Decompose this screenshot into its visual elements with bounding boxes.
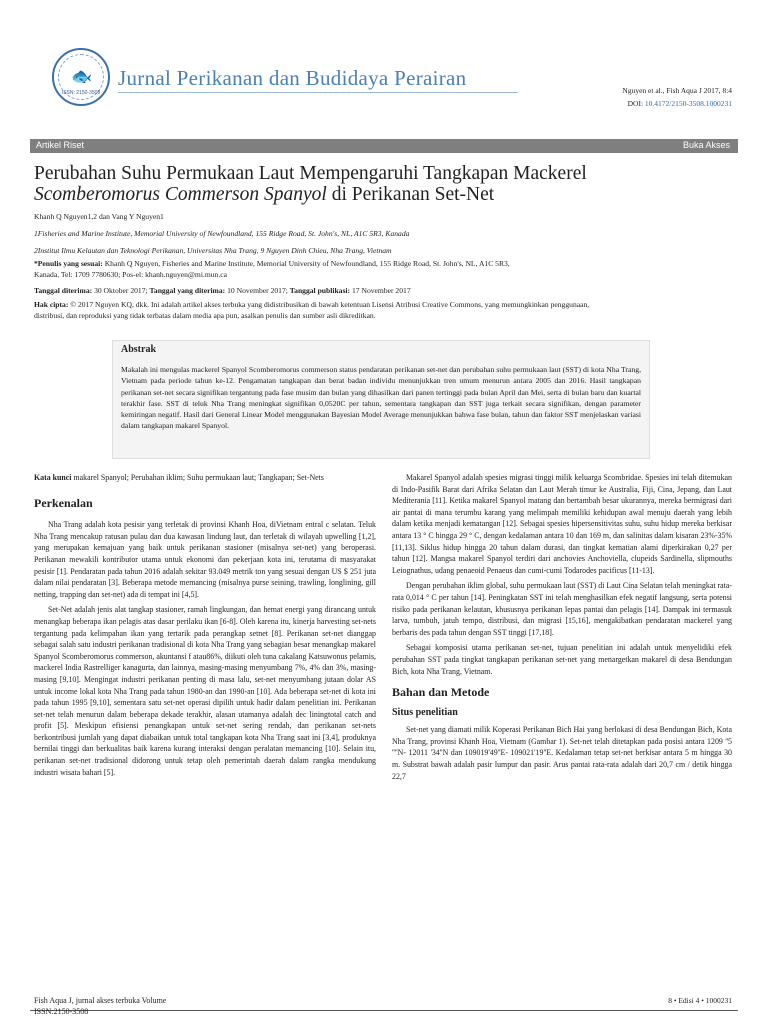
- right-column: [392, 472, 732, 786]
- affiliation-2: 2Institut Ilmu Kelautan dan Teknologi Perikanan, Universitas Nha Trang, 9 Nguyen Dinh Chieu, Nha Trang, Vietnam: [34, 246, 392, 255]
- intro-heading: Perkenalan: [34, 495, 93, 510]
- doi-label: DOI:: [627, 99, 644, 108]
- article-type: Artikel Riset: [36, 140, 85, 150]
- corresponding-author: [34, 259, 734, 270]
- corresponding-text: Khanh Q Nguyen, Fisheries and Marine Institute, Memorial University of Newfoundland, 155 Ridge Road, St. John's, NL, A1C 5R3,: [104, 259, 510, 268]
- title-divider: [118, 92, 518, 93]
- corresponding-label: *Penulis yang sesuai:: [34, 259, 103, 268]
- abstract-body: Makalah ini mengulas mackerel Spanyol Scomberomorus commerson status pendaratan perikanan set-net dan perubahan suhu permukaan laut (SST) di kota Nha Trang, Vietnam pada periode tahun ke-12. Pengamatan tangkapan dan berat badan individu menunjukkan tren umum menurun antara 2005 dan 2016. Hasil tangkapan perikanan set-net secara signifikan tergantung pada fase musim dan bulan yang dihasilkan dari panen tertinggi pada bulan April dan Mei, serta di bulan baru dan kuartal terakhir fase. SST di teluk Nha Trang meningkat signifikan 0,0520C per tahun, sementara tangkapan dan SST juga terkait secara signifikan, dengan parameter kemiringan negatif. Hasil dari General Linear Model menggunakan Bayesian Model Average menunjukkan bahwa fase bulan, tahun dan faktor SST menjelaskan variasi dalam tangkapan makarel Spanyol.: [121, 365, 641, 431]
- paper-title: [34, 163, 734, 205]
- intro-paragraph-5: Sebagai komposisi utama perikanan set-net, tujuan penelitian ini adalah untuk menyelidiki efek perubahan SST pada tingkat tangkapan perikanan set-net yang menargetkan makarel di desa Bendungan Bich, kota Nha Trang, Vietnam.: [392, 643, 732, 676]
- logo-issn: ISSN: 2150-3508: [61, 90, 101, 96]
- open-access-badge: Buka Akses: [682, 140, 730, 150]
- journal-title: Jurnal Perikanan dan Budidaya Perairan: [118, 66, 467, 90]
- title-line-1: Perubahan Suhu Permukaan Laut Mempengaruhi Tangkapan Mackerel: [34, 163, 587, 184]
- citation: Nguyen et al., Fish Aqua J 2017, 8:4: [622, 86, 732, 95]
- title-species: Scomberomorus Commerson Spanyol: [34, 184, 327, 205]
- dates: [34, 286, 734, 297]
- abstract-box: [112, 340, 650, 459]
- title-line-2: di Perikanan Set-Net: [331, 184, 495, 205]
- fish-icon: 🐟: [71, 67, 93, 87]
- methods-paragraph-1: Set-net yang diamati milik Koperasi Perikanan Bich Hai yang berlokasi di desa Bendungan Bich, Kota Nha Trang, provinsi Khanh Hoa, Vietnam (Gambar 1). Set-net telah ditetapkan pada posisi antara 1209 ''5 ''''N- 12011 '34''N dan 109019'49''E- 109021'19''E. Kedalaman tetap set-net berkisar antara 5 m hingga 30 m. Substrat bawah adalah pasir lumpur dan pasir. Arus pantai rata-rata adalah dari 20,7 cm / detik hingga 22,7: [392, 725, 732, 781]
- methods-heading: Bahan dan Metode: [392, 685, 490, 700]
- published-date: 17 November 2017: [351, 286, 411, 295]
- copyright: [34, 300, 734, 311]
- keywords-text: makarel Spanyol; Perubahan iklim; Suhu permukaan laut; Tangkapan; Set-Nets: [73, 473, 324, 482]
- footer-divider: [30, 1010, 738, 1011]
- intro-paragraph-4: Dengan perubahan iklim global, suhu permukaan laut (SST) di Laut Cina Selatan telah meningkat rata-rata 0,014 ° C per tahun [14]. Peningkatan SST ini telah menghasilkan efek negatif langsung, serta potensi risiko pada perikanan kelautan, khususnya perikanan lepas pantai dan pelagis [14]. Dampak ini termasuk larva, tumbuh, jatuh tempo, distribusi, dan migrasi [15,16], mengakibatkan pendaratan mackerel yang berbaris des pada tahun dengan SST tinggi [17,18].: [392, 581, 732, 637]
- intro-paragraph-2: Set-Net adalah jenis alat tangkap stasioner, ramah lingkungan, dan hemat energi yang dirancang untuk menangkap beberapa ikan pelagis atas dasar perilaku ikan [6-8]. Oleh karena itu, kinerja harvesting set-nets tergantung pada kelimpahan ikan yang tertarik pada perangkap setnet [8]. Perikanan set-net dianggap sebagai salah satu industri perikanan tradisional di kota Nha Trang yang sebagian besar menangkap makarel Spanyol Scomberomorus commerson, akuntansi f atau86%, diikuti oleh tuna cakalang Katsuwonus pelamis, mackerel India Rastrelliger kanagurta, dan lainnya, masing-masing menyumbang 7%, 4% dan 3%, masing-masing [9,10]. Mengingat industri perikanan penting di masa lalu, set-net menyumbang jutaan dolar AS untuk income lokal kota Nha Trang pada tahun 1980-an dan 1990-an [10]. Ada beberapa set-net di kota ini pada tahun 1995 [9,10], sementara satu set-net operasi dipilih untuk hadir dalam penelitian ini. Perikanan set-net telah menurun dalam beberapa dekade terakhir, alasan utamanya adalah dec liningtotal catch and profit [5]. Meskipun efisiensi penangkapan untuk set-net sering rendah, dan perikanan set-nets berkontribusi jumlah yang dapat diabaikan untuk total tangkapan kota Nha Trang saat ini [3,4], produknya bernilai tinggi dan berkualitas baik karena kurang interaksi dengan peralatan memancing [10]. Selain itu, perikanan set-net tradisional didorong untuk tetap oleh pemerintah daerah dalam rangka mendukung industri wisata bahari [5].: [34, 605, 376, 777]
- copyright-continued: distribusi, dan reproduksi yang tidak terbatas dalam media apa pun, asalkan penulis dan sumber asli dikreditkan.: [34, 311, 376, 320]
- accepted-label: Tanggal yang diterima:: [149, 286, 226, 295]
- doi-link[interactable]: 10.4172/2150-3508.1000231: [644, 99, 732, 108]
- article-banner: [30, 139, 738, 153]
- keywords: [34, 472, 376, 484]
- authors: Khanh Q Nguyen1,2 dan Vang Y Nguyen1: [34, 212, 164, 221]
- published-label: Tanggal publikasi:: [289, 286, 351, 295]
- footer-issn: ISSN:2150-3508: [34, 1007, 89, 1016]
- keywords-label: Kata kunci: [34, 473, 72, 482]
- copyright-text: © 2017 Nguyen KQ, dkk. Ini adalah artikel akses terbuka yang didistribusikan di bawah ketentuan Lisensi Atribusi Creative Commons, yang memungkinkan penggunaan,: [70, 300, 590, 309]
- study-site-heading: Situs penelitian: [392, 706, 458, 718]
- accepted-date: 10 November 2017;: [227, 286, 288, 295]
- corresponding-contact: Kanada, Tel: 1709 7780630; Pos-el: khanh.nguyen@mi.mun.ca: [34, 270, 227, 279]
- left-column: [34, 472, 376, 782]
- affiliation-1: 1Fisheries and Marine Institute, Memorial University of Newfoundland, 155 Ridge Road, St. John's, NL, A1C 5R3, Kanada: [34, 229, 410, 238]
- intro-paragraph-3: Makarel Spanyol adalah spesies migrasi tinggi milik keluarga Scombridae. Spesies ini telah ditemukan di Indo-Pasifik Barat dari Afrika Selatan dan Laut Merah timur ke Australia, Fiji, Cina, Jepang, dan Laut Mediterania [11]. Ketika makarel Spanyol matang dan bertambah besar ukurannya, mereka bermigrasi dari air pantai di mana terumbu karang yang melimpah memiliki kehidupan awal menuju daerah yang lebih dalam ketika menjadi kematangan [12]. Sebagai spesies hipersensitivitas suhu, suhu hidup mereka berkisar antara 13 ° C hingga 29 ° C, dengan kedalaman antara 10 dan 169 m, dan salinitas dalam kisaran 23%-35% [11,13]. Siklus hidup hingga 20 tahun dalam durasi, dan tingkat kematian alami diperkirakan 0,27 per tahun [12]. Mangsa makarel Spanyol terdiri dari anchovies Anchoviella, clupeids Sardinella, slipmouths Leiognathus, udang penaeoid Penaeus dan cumi-cumi Todarodes pacificus [11-13].: [392, 473, 732, 575]
- journal-logo: [52, 48, 110, 106]
- footer-issue: 8 • Edisi 4 • 1000231: [668, 996, 732, 1005]
- intro-paragraph-1: Nha Trang adalah kota pesisir yang terletak di provinsi Khanh Hoa, diVietnam entral c selatan. Teluk Nha Trang mencakup ratusan pulau dan dua kawasan lindung laut, dan terletak di wilayah upwelling [1,2], yang merupakan kemajuan yang baik untuk perikanan stasioner (misalnya set-net) yang beroperasi. Perikanan mewakili kontributor utama untuk ekonomi dan pekerjaan kota ini, terutama di masyarakat pesisir [1]. Pendaratan pada tahun 2016 adalah sekitar 93.049 metrik ton yang sesuai dengan US $ 251 juta dalam nilai pendaratan [3]. Beberapa metode memancing (misalnya purse seining, trawling, longlining, gill netting, trapping dan set-net) ada di tempat ini [4,5].: [34, 520, 376, 599]
- footer-journal: Fish Aqua J, jurnal akses terbuka Volume: [34, 996, 167, 1005]
- citation-block: [560, 84, 732, 110]
- received-date: 30 Oktober 2017;: [94, 286, 148, 295]
- abstract-heading: Abstrak: [121, 344, 157, 355]
- copyright-label: Hak cipta:: [34, 300, 69, 309]
- received-label: Tanggal diterima:: [34, 286, 93, 295]
